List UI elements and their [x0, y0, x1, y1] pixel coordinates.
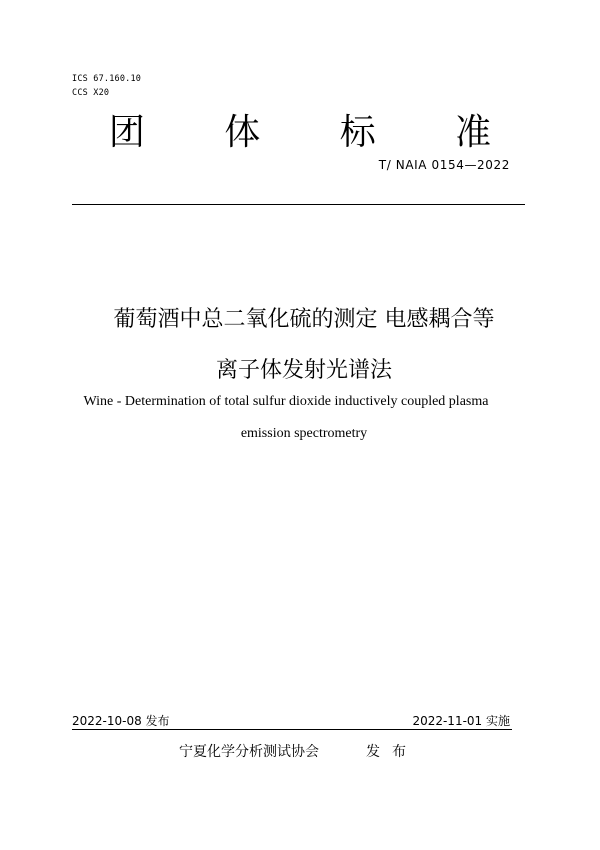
standard-type-heading: 团 体 标 准 [108, 112, 526, 153]
standard-number: T/ NAIA 0154—2022 [378, 158, 510, 172]
english-title-line-1: Wine - Determination of total sulfur dioxide inductively coupled plasma [83, 394, 489, 409]
publisher-name: 宁夏化学分析测试协会 [179, 744, 319, 760]
publish-label: 发布 [366, 744, 418, 760]
chinese-title-line-1: 葡萄酒中总二氧化硫的测定 电感耦合等 [113, 307, 495, 332]
ics-code: ICS 67.160.10 [72, 74, 142, 84]
english-title-line-2: emission spectrometry [240, 426, 368, 441]
issue-date: 2022-10-08 发布 [72, 714, 170, 728]
header-divider [72, 204, 525, 205]
chinese-title-line-2: 离子体发射光谱法 [215, 358, 392, 383]
implementation-date: 2022-11-01 实施 [412, 714, 510, 728]
ccs-code: CCS X20 [72, 88, 110, 98]
footer-divider [72, 729, 512, 730]
